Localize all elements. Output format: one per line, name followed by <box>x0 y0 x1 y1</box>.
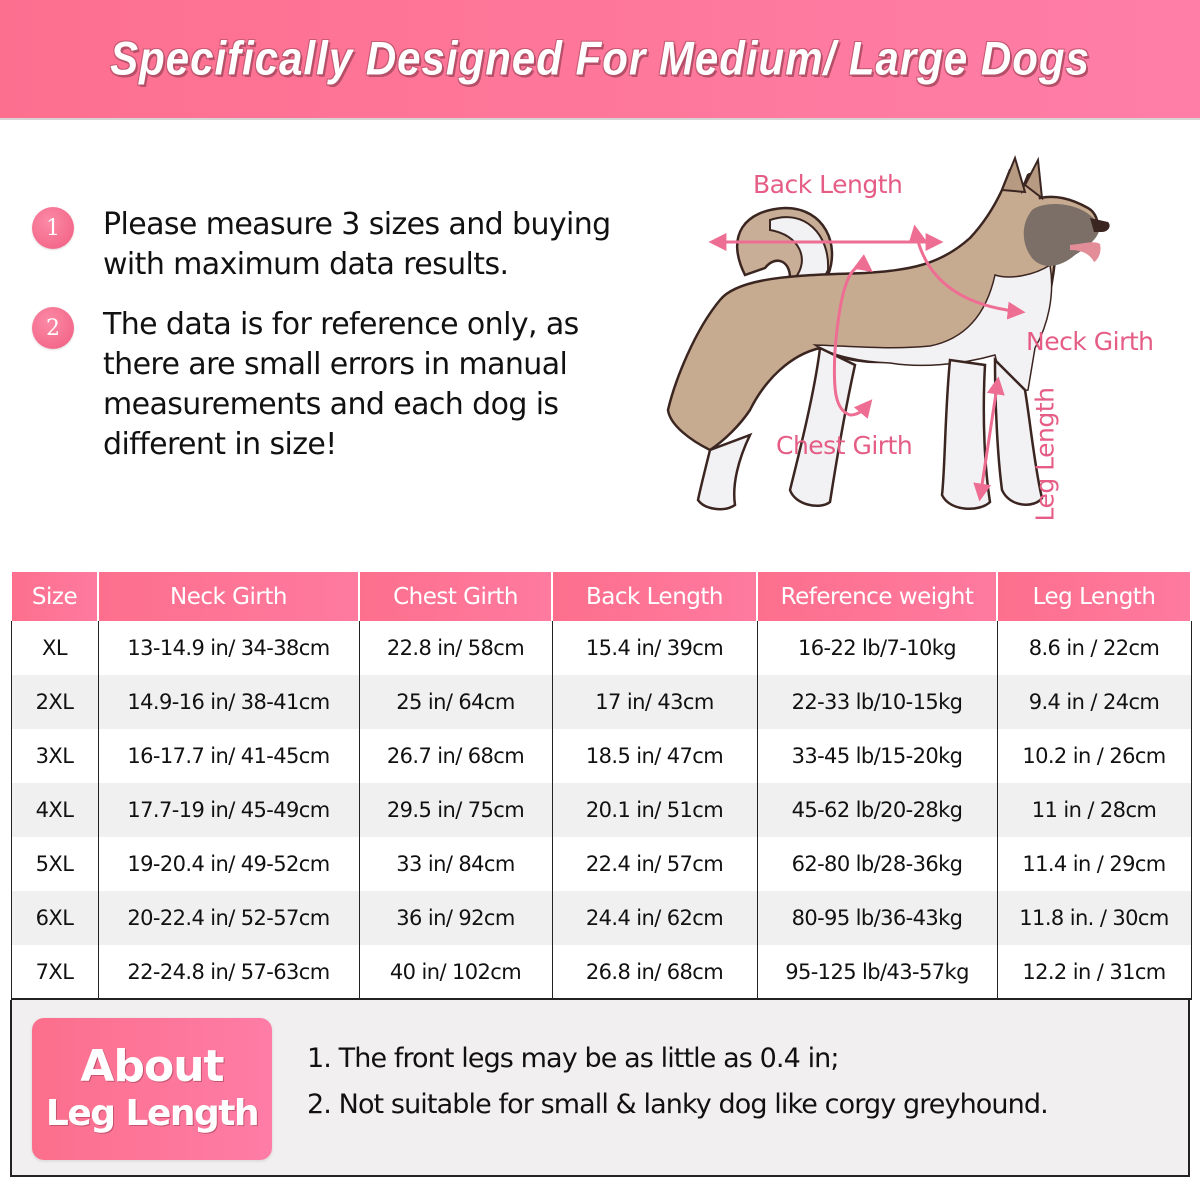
table-row <box>11 783 1191 837</box>
cell-reference-weight: 22-33 lb/10-15kg <box>757 675 997 729</box>
cell-chest-girth: 26.7 in/ 68cm <box>359 729 552 783</box>
header-banner <box>0 0 1200 120</box>
note-line: 1. The front legs may be as little as 0.4 in; <box>307 1043 839 1074</box>
leg-length-note <box>10 1000 1190 1177</box>
cell-chest-girth: 29.5 in/ 75cm <box>359 783 552 837</box>
cell-reference-weight: 62-80 lb/28-36kg <box>757 837 997 891</box>
cell-neck-girth: 13-14.9 in/ 34-38cm <box>98 621 359 675</box>
table-row <box>11 729 1191 783</box>
dog-measurement-diagram <box>650 150 1200 530</box>
cell-back-length: 22.4 in/ 57cm <box>552 837 757 891</box>
about-leg-length-badge <box>32 1018 272 1160</box>
chest-girth-label: Chest Girth <box>776 431 913 460</box>
cell-leg-length: 12.2 in / 31cm <box>997 945 1191 999</box>
cell-neck-girth: 22-24.8 in/ 57-63cm <box>98 945 359 999</box>
cell-size: 7XL <box>11 945 98 999</box>
instruction-item <box>32 305 632 465</box>
table-header-row <box>11 571 1191 621</box>
back-length-label: Back Length <box>753 170 903 199</box>
cell-back-length: 26.8 in/ 68cm <box>552 945 757 999</box>
cell-back-length: 20.1 in/ 51cm <box>552 783 757 837</box>
table-row <box>11 945 1191 999</box>
size-chart-table <box>10 570 1192 1000</box>
cell-size: 2XL <box>11 675 98 729</box>
cell-chest-girth: 40 in/ 102cm <box>359 945 552 999</box>
column-header-size: Size <box>11 571 98 621</box>
cell-neck-girth: 19-20.4 in/ 49-52cm <box>98 837 359 891</box>
cell-leg-length: 11.8 in. / 30cm <box>997 891 1191 945</box>
cell-size: 5XL <box>11 837 98 891</box>
cell-size: 3XL <box>11 729 98 783</box>
table-row <box>11 891 1191 945</box>
measurement-instructions <box>32 205 632 485</box>
cell-leg-length: 11.4 in / 29cm <box>997 837 1191 891</box>
column-header-neck-girth: Neck Girth <box>98 571 359 621</box>
cell-reference-weight: 80-95 lb/36-43kg <box>757 891 997 945</box>
cell-size: XL <box>11 621 98 675</box>
column-header-leg-length: Leg Length <box>997 571 1191 621</box>
cell-back-length: 18.5 in/ 47cm <box>552 729 757 783</box>
cell-reference-weight: 95-125 lb/43-57kg <box>757 945 997 999</box>
cell-neck-girth: 16-17.7 in/ 41-45cm <box>98 729 359 783</box>
table-row <box>11 621 1191 675</box>
column-header-back-length: Back Length <box>552 571 757 621</box>
cell-neck-girth: 17.7-19 in/ 45-49cm <box>98 783 359 837</box>
instruction-text: The data is for reference only, as there are small errors in manual measurements and each dog is different in size! <box>103 307 579 462</box>
cell-chest-girth: 33 in/ 84cm <box>359 837 552 891</box>
number-badge-icon: 1 <box>32 207 74 249</box>
cell-leg-length: 11 in / 28cm <box>997 783 1191 837</box>
cell-reference-weight: 16-22 lb/7-10kg <box>757 621 997 675</box>
cell-chest-girth: 25 in/ 64cm <box>359 675 552 729</box>
cell-back-length: 24.4 in/ 62cm <box>552 891 757 945</box>
cell-neck-girth: 20-22.4 in/ 52-57cm <box>98 891 359 945</box>
table-row <box>11 675 1191 729</box>
cell-chest-girth: 22.8 in/ 58cm <box>359 621 552 675</box>
badge-title: About <box>80 1041 224 1092</box>
number-badge-icon: 2 <box>32 307 74 349</box>
badge-subtitle: Leg Length <box>45 1093 259 1134</box>
cell-neck-girth: 14.9-16 in/ 38-41cm <box>98 675 359 729</box>
cell-back-length: 15.4 in/ 39cm <box>552 621 757 675</box>
leg-length-label: Leg Length <box>1030 387 1060 522</box>
note-list <box>307 1036 1048 1128</box>
instruction-text: Please measure 3 sizes and buying with maximum data results. <box>103 207 611 282</box>
cell-chest-girth: 36 in/ 92cm <box>359 891 552 945</box>
cell-leg-length: 8.6 in / 22cm <box>997 621 1191 675</box>
cell-reference-weight: 33-45 lb/15-20kg <box>757 729 997 783</box>
cell-size: 4XL <box>11 783 98 837</box>
table-row <box>11 837 1191 891</box>
note-line: 2. Not suitable for small & lanky dog like corgy greyhound. <box>307 1089 1048 1120</box>
cell-back-length: 17 in/ 43cm <box>552 675 757 729</box>
neck-girth-label: Neck Girth <box>1026 327 1154 356</box>
instruction-item <box>32 205 632 285</box>
cell-size: 6XL <box>11 891 98 945</box>
cell-leg-length: 10.2 in / 26cm <box>997 729 1191 783</box>
cell-leg-length: 9.4 in / 24cm <box>997 675 1191 729</box>
cell-reference-weight: 45-62 lb/20-28kg <box>757 783 997 837</box>
column-header-chest-girth: Chest Girth <box>359 571 552 621</box>
column-header-reference-weight: Reference weight <box>757 571 997 621</box>
banner-title: Specifically Designed For Medium/ Large Dogs <box>110 32 1090 85</box>
